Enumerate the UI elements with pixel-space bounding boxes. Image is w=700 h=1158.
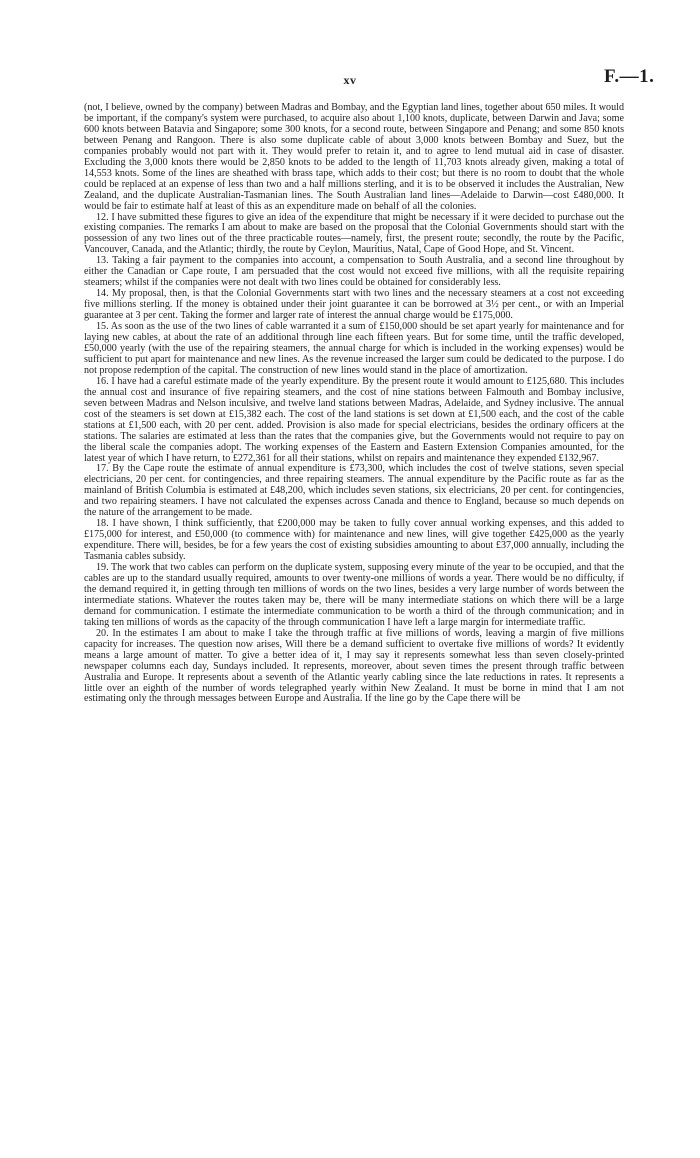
page-number: xv (343, 73, 357, 87)
paragraph-16: 16. I have had a careful estimate made of the yearly expenditure. By the present route it would amount to £125,680. This includes the annual cost and insurance of five repairing steamers, and the cost of nine stations between Falmouth and Bombay inclusive, seven between Madras and Nelson inculsive, and twelve land stations between Madras, Adelaide, and Sydney inclusive. The annual cost of the steamers is set down at £15,382 each. The cost of the land stations is set down at £1,500 each, and the cost of the cable stations at £1,500 each, with 20 per cent. added. Provision is also made for special electricians, besides the ordinary officers at the stations. The salaries are estimated at less than the rates that the companies give, but the Governments would not require to pay on the liberal scale the companies adopt. The working expenses of the Eastern and Eastern Extension Companies amounted, for the latest year of which I have return, to £272,361 for all their stations, whilst on repairs and maintenance they expended £132,967. (84, 375, 624, 464)
paragraph-20: 20. In the estimates I am about to make I take the through traffic at five millions of words, leaving a margin of five millions capacity for increases. The question now arises, Will there be a demand sufficient to overtake five millions of words? It evidently means a large amount of matter. To give a better idea of it, I may say it represents somewhat less than seven closely-printed newspaper columns each day, Sundays included. It represents, moreover, about seven times the present through traffic between Australia and Europe. It represents about a seventh of the Atlantic yearly cabling since the late reductions in rates. It represents a little over an eighth of the number of words telegraphed yearly within New Zealand. It must be borne in mind that I am not estimating only the through messages between Europe and Australia. If the line go by the Cape there will be (84, 627, 624, 705)
paragraph-13: 13. Taking a fair payment to the companies into account, a compensation to South Australia, and a second line throughout by either the Canadian or Cape route, I am persuaded that the cost would not exceed five millions, with all the requisite repairing steamers; whilst if the companies were not dealt with two lines could be obtained for considerably less. (84, 255, 624, 289)
paragraph-12: 12. I have submitted these figures to give an idea of the expenditure that might be necessary if it were decided to purchase out the existing companies. The remarks I am about to make are based on the proposal that the Colonial Governments should start with the possession of any two lines out of the three practicable routes—namely, first, the present route; secondly, the route by the Pacific, Vancouver, Canada, and the Atlantic; thirdly, the route by Ceylon, Mauritius, Natal, Cape of Good Hope, and St. Vincent. (84, 211, 624, 256)
paragraph-14: 14. My proposal, then, is that the Colonial Governments start with two lines and the necessary steamers at a cost not exceeding five millions sterling. If the money is obtained under their joint guarantee it can be borrowed at 3½ per cent., or with an Imperial guarantee at 3 per cent. Taking the former and larger rate of interest the annual charge would be £175,000. (84, 288, 624, 322)
paragraph-18: 18. I have shown, I think sufficiently, that £200,000 may be taken to fully cover annual working expenses, and this added to £175,000 for interest, and £50,000 (to commence with) for maintenance and new lines, will give together £425,000 as the yearly expenditure. There will, besides, be for a few years the cost of existing subsidies amounting to about £37,000 annually, including the Tasmania cables subsidy. (84, 518, 624, 563)
paragraph-continuation: (not, I believe, owned by the company) between Madras and Bombay, and the Egyptian land lines, together about 650 miles. It would be important, if the company's system were purchased, to acquire also about 1,100 knots, duplicate, between Darwin and Java; some 600 knots between Batavia and Singapore; some 300 knots, for a second route, between Singapore and Penang; and some 850 knots between Penang and Rangoon. There is also some duplicate cable of about 3,000 knots between Bombay and Suez, but the companies probably would not part with it. They would prefer to retain it, and to agree to lend mutual aid in case of disaster. Excluding the 3,000 knots there would be 2,850 knots to be added to the length of 11,703 knots already given, making a total of 14,553 knots. Some of the lines are sheathed with brass tape, which adds to their cost; but there is no room to doubt that the whole could be replaced at an expense of less than two and a half millions sterling, and it is to be observed it includes the Australian, New Zealand, and the duplicate Australian-Tasmanian lines. The South Australian land lines—Adelaide to Darwin—cost £480,000. It would be fair to estimate half at least of this as an expenditure made on behalf of all the colonies. (84, 102, 624, 212)
document-reference: F.—1. (604, 66, 655, 87)
body-text (84, 103, 624, 705)
paragraph-19: 19. The work that two cables can perform on the duplicate system, supposing every minute of the year to be occupied, and that the cables are up to the standard usually required, amounts to over twenty-one millions of words a year. There would be no difficulty, if the demand required it, in getting through ten millions of words on the two lines, besides a very large number of words between the intermediate stations. Whatever the routes taken may be, there will be many intermediate stations on which there will be a large demand for communication. I estimate the intermediate communication to be worth a third of the through communication; and in taking ten millions of words as the capacity of the through communication I have left a large margin for intermediate traffic. (84, 562, 624, 628)
paragraph-17: 17. By the Cape route the estimate of annual expenditure is £73,300, which includes the cost of twelve stations, seven special electricians, 20 per cent. for contingencies, and three repairing steamers. The annual expenditure by the Pacific route as far as the mainland of British Columbia is estimated at £48,200, which includes seven stations, six electricians, 20 per cent. for contingencies, and two repairing steamers. I have not calculated the expenses across Canada and thence to England, because so much depends on the nature of the arrangement to be made. (84, 463, 624, 519)
paragraph-15: 15. As soon as the use of the two lines of cable warranted it a sum of £150,000 should be set apart yearly for maintenance and for laying new cables, at about the rate of an additional through line each fifteen years. But for some time, until the traffic developed, £50,000 yearly (with the use of the repairing steamers, the annual charge for which is included in the working expenses) would be sufficient to put apart for maintenance and new lines. As the revenue increased the larger sum could be dedicated to the purpose. I do not propose redemption of the capital. The construction of new lines would stand in the place of amortization. (84, 321, 624, 376)
